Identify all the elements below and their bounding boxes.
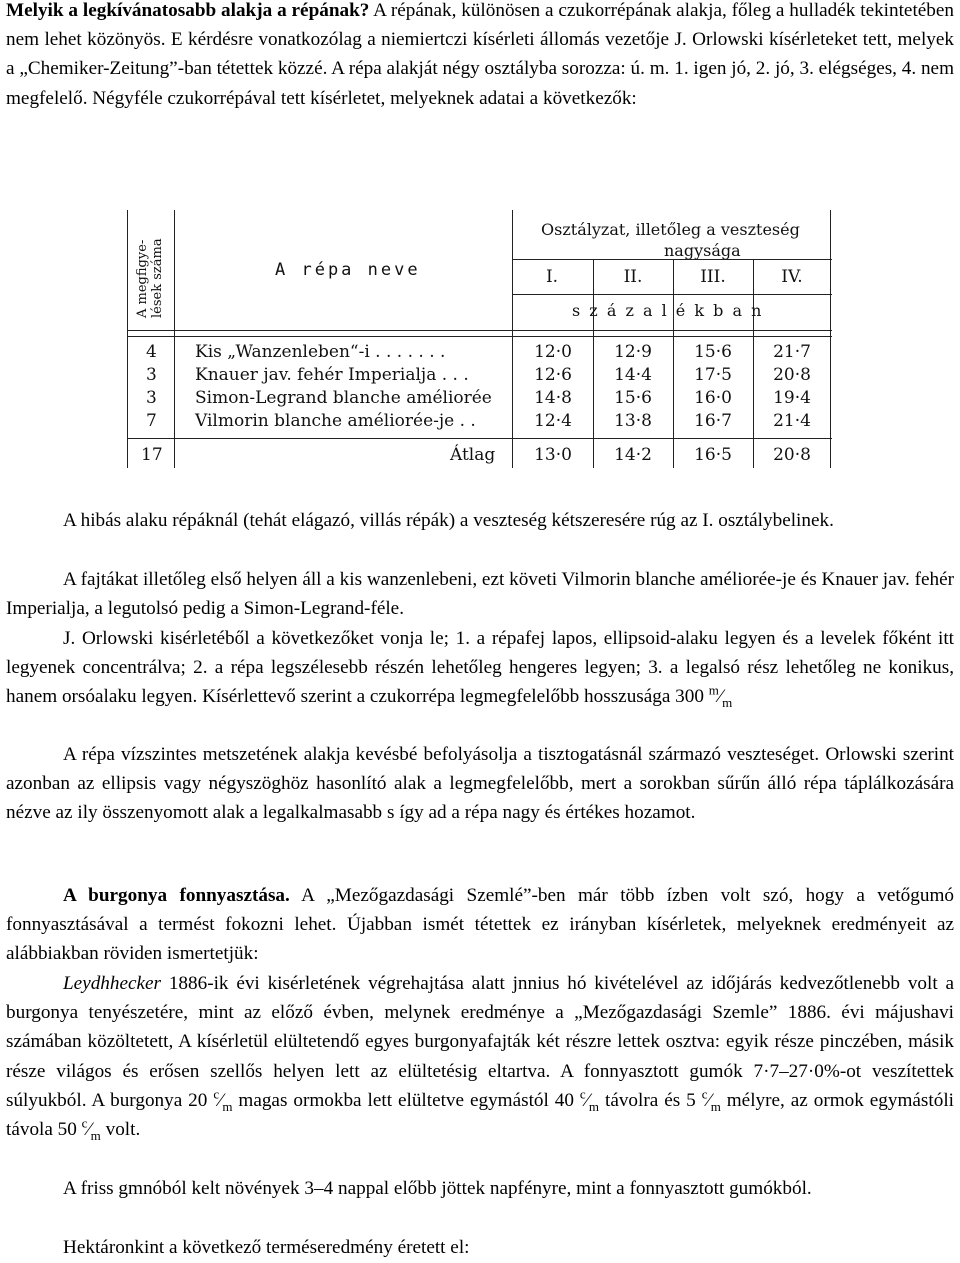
- group-header-class: Osztályzat, illetőleg a veszteség: [541, 220, 800, 239]
- class-header-4: IV.: [781, 267, 803, 287]
- beet-loss-table: A megfigye- lések száma A répa neve Osztályzat, illetőleg a veszteség nagysága I. II. III. IV. s z á z a l é k b a n 4 Kis „Wanzenleben“-i . . . . . . . 12·0 12·9 15·6 21·7 3 Knauer jav. fehér Imperialja . . . 12·6 14·4 17·5 20·8 3 Simon-Legrand blanche améliorée 14·8 15·6 16·0 19·4 7 Vilmorin blanche améliorée-je . . 12·4 13·8 16·7 21·4 17 Átlag 13·0 14·2 16·5 20·8: [127, 210, 832, 468]
- section-heading-beet: Melyik a legkívánatosabb alakja a répának?: [6, 0, 370, 21]
- paragraph-beet-shape-intro: [6, 0, 954, 113]
- class-header-1: I.: [545, 267, 559, 287]
- paragraph-conclusions: J. Orlowski kisérletéből a következőket vonja le; 1. a répafej lapos, ellipsoid-alaku legyen és a levelek főként itt legyenek concentrálva; 2. a répa legszélesebb részén lehetőleg hengeres legyen; 3. a legalsó rész lehetőleg ne konikus, hanem orsóalaku legyen. Kísérlettevő szerint a czukorrépa legmegfelelőbb hosszusága 300 $^m⁄_m$: [6, 628, 954, 711]
- section-heading-potato: A burgonya fonnyasztása.: [63, 885, 290, 906]
- paragraph-fresh-tubers: A friss gmnóból kelt növények 3–4 nappal előbb jöttek napfényre, mint a fonnyasztott gumókból.: [63, 1178, 812, 1199]
- group-header-class-2: nagysága: [664, 241, 741, 260]
- class-header-2: II.: [623, 267, 643, 287]
- paragraph-cross-section: A répa vízszintes metszetének alakja kevésbé befolyásolja a tisztogatásnál származó veszteséget. Orlowski szerint azonban az ellipsis vagy négyszöghöz hasonlító alak a legmegfelelőbb, mert a sorokban sűrűn álló répa táplálkozására nézve az ily összenyomott alak a legalkalmasabb s így ad a répa nagy és értékes hozamot.: [6, 744, 954, 824]
- author-name: Leydhhecker: [63, 973, 162, 994]
- paragraph-leydhhecker: Leydhhecker 1886-ik évi kisérletének végrehajtása alatt jnnius hó kivételével az időjárás kedvezőtlenebb volt a burgonya tenyészetére, mint az előző évben, melynek eredménye a „Mezőgazdasági Szemle” 1886. évi májushavi számában közöltetett, A kísérletül elültetendő egyes burgonyafajták két részre lettek osztva: egyik része pinczében, másik része világos és erősen szellős helyen lett az elültetésig eltartva. A fonnyasztott gumók 7·7–27·0%-ot veszítettek súlyukból. A burgonya 20 $^c⁄_m$ magas ormokba lett elültetve egymástól 40 $^c⁄_m$ távolra és 5 $^c⁄_m$ mélyre, az ormok egymástóli távola 50 $^c⁄_m$ volt.: [6, 973, 954, 1143]
- col-header-beet-name: A répa neve: [275, 260, 421, 280]
- paragraph-potato-intro: A burgonya fonnyasztása. A „Mezőgazdasági Szemlé”-ben már több ízben volt szó, hogy a vetőgumó fonnyasztásával a termést fokozni lehet. Újabban ismét tétettek ez irányban kísérletek, melyeknek eredményeit az alábbiakban röviden ismertetjük:: [6, 885, 954, 965]
- paragraph-varieties: A fajtákat illetőleg első helyen áll a kis wanzenlebeni, ezt követi Vilmorin blanche améliorée-je és Knauer jav. fehér Imperialja, a legutolsó pedig a Simon-Legrand-féle.: [6, 569, 954, 620]
- paragraph-text: A répának, különösen a czukorrépának alakja, főleg a hulladék tekintetében nem lehet közönyös. E kérdésre vonatkozólag a niemiertczi kísérleti állomás vezetője J. Orlowski kísérleteket tett, melyek a „Chemiker-Zeitung”-ban tétettek közzé. A répa alakját négy osztályba sorozza: ú. m. 1. igen jó, 2. jó, 3. elégséges, 4. nem megfelelő. Négyféle czukorrépával tett kísérletet, melyeknek adatai a következők:: [6, 0, 954, 109]
- class-header-3: III.: [700, 267, 726, 287]
- paragraph-forked-beets: A hibás alaku répáknál (tehát elágazó, villás répák) a veszteség kétszeresére rúg az I. osztálybelinek.: [63, 510, 834, 531]
- col-header-observations: A megfigye- lések száma: [135, 238, 165, 318]
- unit-header: s z á z a l é k b a n: [572, 301, 764, 320]
- paragraph-yield: Hektáronkint a következő terméseredmény éretett el:: [63, 1237, 470, 1258]
